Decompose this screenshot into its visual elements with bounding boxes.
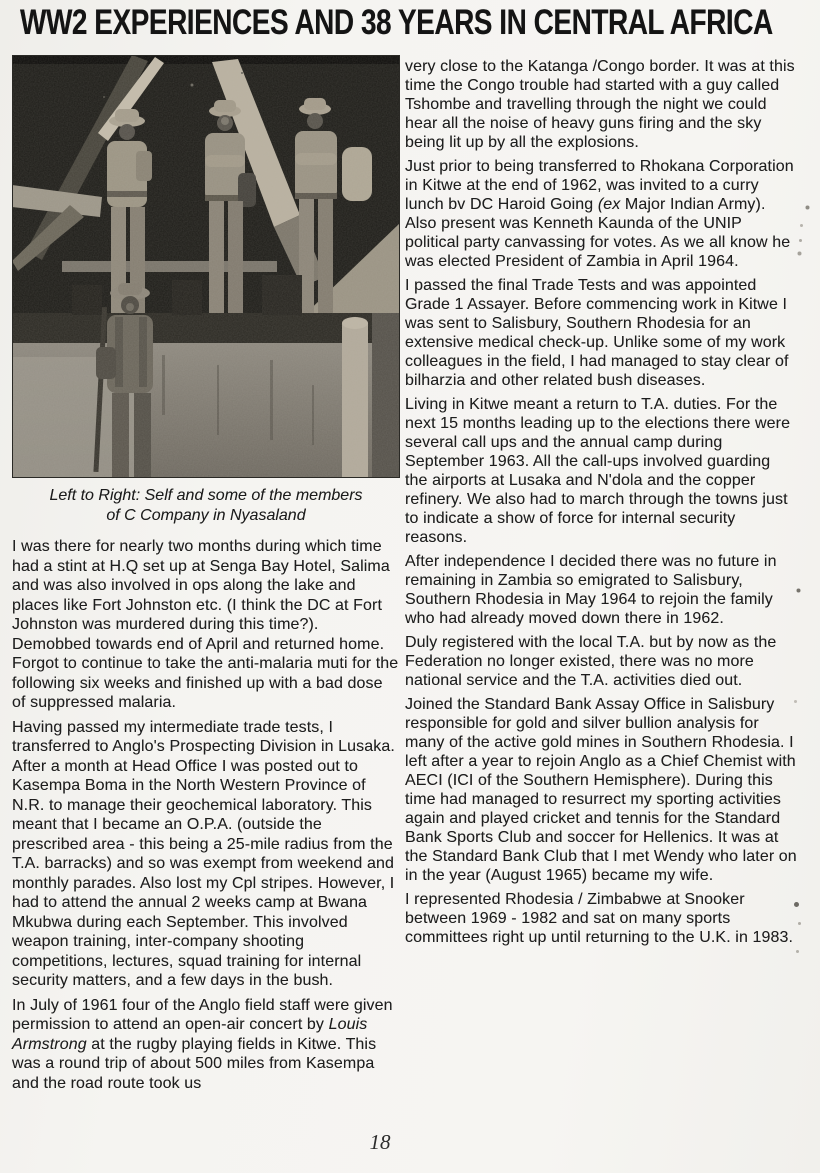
left-column: [12, 55, 400, 1098]
photo-caption-line2: of C Company in Nyasaland: [106, 507, 306, 524]
scan-artifact-specks: [0, 0, 3, 3]
paragraph: Having passed my intermediate trade tests, I transferred to Anglo's Prospecting Division in Lusaka. After a month at Head Office I was posted out to Kasempa Boma in the North Western Province of N.R. to manage their geochemical laboratory. This meant that I became an O.P.A. (outside the prescribed area - this being a 25-mile radius from the T.A. barracks) and so was exempt from weekend and monthly parades. Also lost my Cpl stripes. However, I had to attend the annual 2 weeks camp at Bwana Mkubwa during each September. This involved weapon training, inter-company shooting competitions, lectures, squad training for internal security matters, and a few days in the bush.: [12, 718, 395, 989]
paragraph: Just prior to being transferred to Rhokana Corporation in Kitwe at the end of 1962, was invited to a curry lunch bv DC Haroid Going (ex Major Indian Army). Also present was Kenneth Kaunda of the UNIP political party canvassing for votes. As we all know he was elected President of Zambia in April 1964.: [405, 158, 794, 270]
right-column: [405, 57, 797, 952]
paragraph: I represented Rhodesia / Zimbabwe at Snooker between 1969 - 1982 and sat on many sports committees right up until returning to the U.K. in 1983.: [405, 891, 794, 946]
soldiers-photo: [12, 55, 400, 478]
paragraph: Living in Kitwe meant a return to T.A. duties. For the next 15 months leading up to the elections there were several call ups and the annual camp during September 1963. All the call-ups involved guarding the airports at Lusaka and N'dola and the copper refinery. We also had to march through the towns just to indicate a show of force for internal security reasons.: [405, 396, 791, 546]
paragraph: In July of 1961 four of the Anglo field staff were given permission to attend an open-air concert by Louis Armstrong at the rugby playing fields in Kitwe. This was a round trip of about 500 miles from Kasempa and the road route took us: [12, 996, 393, 1092]
photo-figure: [12, 55, 400, 526]
photo-caption: [12, 486, 400, 526]
left-column-text: [12, 537, 400, 1093]
page-title: WW2 EXPERIENCES AND 38 YEARS IN CENTRAL AFRICA: [20, 3, 773, 42]
photo-caption-line1: Left to Right: Self and some of the members: [49, 487, 363, 504]
paragraph: very close to the Katanga /Congo border. It was at this time the Congo trouble had started with a guy called Tshombe and travelling through the night we could hear all the noise of heavy guns firing and the sky being lit up by all the explosions.: [405, 58, 795, 151]
right-column-text: [405, 57, 797, 947]
paragraph: I passed the final Trade Tests and was appointed Grade 1 Assayer. Before commencing work in Kitwe I was sent to Salisbury, Southern Rhodesia for an extensive medical check-up. Unlike some of my work colleagues in the field, I had managed to stay clear of bilharzia and other related bush diseases.: [405, 277, 789, 389]
paragraph: Joined the Standard Bank Assay Office in Salisbury responsible for gold and silver bullion analysis for many of the active gold mines in Southern Rhodesia. I left after a year to rejoin Anglo as a Chief Chemist with AECI (ICI of the Southern Hemisphere). During this time had managed to resurrect my sporting activities again and played cricket and tennis for the Standard Bank Sports Club and soccer for Hellenics. It was at the Standard Bank Club that I met Wendy who later on in the year (August 1965) became my wife.: [405, 696, 797, 884]
paragraph: I was there for nearly two months during which time had a stint at H.Q set up at Senga Bay Hotel, Salima and was also involved in ops along the lake and places like Fort Johnston etc. (I think the DC at Fort Johnston was murdered during this time?). Demobbed towards end of April and returned home. Forgot to continue to take the anti-malaria muti for the following six weeks and finished up with a bad dose of suppressed malaria.: [12, 538, 399, 711]
page-number: 18: [369, 1130, 391, 1154]
paragraph: After independence I decided there was no future in remaining in Zambia so emigrated to Salisbury, Southern Rhodesia in May 1964 to rejoin the family who had already moved down there in 1962.: [405, 553, 777, 627]
paragraph: Duly registered with the local T.A. but by now as the Federation no longer existed, there was no more national service and the T.A. activities died out.: [405, 634, 777, 689]
